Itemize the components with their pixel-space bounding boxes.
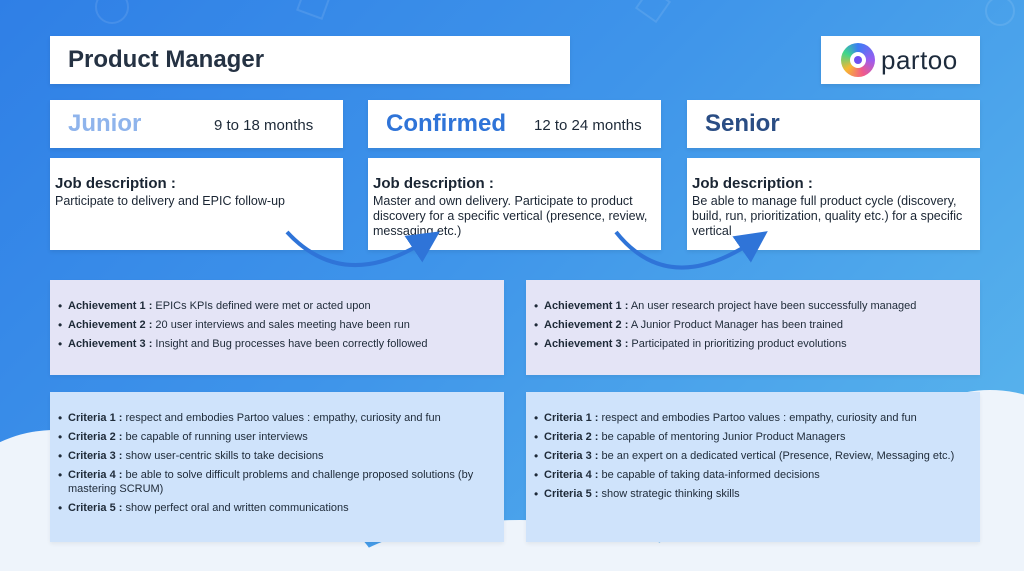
level-card-junior xyxy=(50,100,343,148)
background-circle-decoration xyxy=(985,0,1015,26)
level-name: Senior xyxy=(705,110,780,137)
criteria-item: • Criteria 2 : be capable of running user interviews xyxy=(68,431,492,445)
criteria-item: • Criteria 3 : show user-centric skills to take decisions xyxy=(68,450,492,464)
job-description-junior xyxy=(50,158,343,250)
criteria-item: • Criteria 4 : be capable of taking data-informed decisions xyxy=(544,469,968,483)
job-description-title: Job description : xyxy=(373,175,494,192)
job-description-confirmed xyxy=(368,158,661,250)
criteria-item: • Criteria 2 : be capable of mentoring Junior Product Managers xyxy=(544,431,968,445)
job-description-text: Master and own delivery. Participate to product discovery for a specific vertical (presence, review, messaging etc.) xyxy=(373,194,648,238)
achievement-item: • Achievement 1 : EPICs KPIs defined were met or acted upon xyxy=(68,300,492,314)
background-circle-decoration xyxy=(95,0,129,24)
job-description-title: Job description : xyxy=(55,175,176,192)
criteria-item: • Criteria 1 : respect and embodies Partoo values : empathy, curiosity and fun xyxy=(544,412,968,426)
job-description-text: Be able to manage full product cycle (discovery, build, run, prioritization, quality etc.) for a specific vertical xyxy=(692,194,963,238)
criteria-item: • Criteria 3 : be an expert on a dedicated vertical (Presence, Review, Messaging etc.) xyxy=(544,450,968,464)
achievements-panel-left xyxy=(50,280,504,375)
criteria-panel-left xyxy=(50,392,504,542)
level-duration: 12 to 24 months xyxy=(534,117,642,134)
achievement-item: • Achievement 2 : A Junior Product Manager has been trained xyxy=(544,319,968,333)
criteria-item: • Criteria 1 : respect and embodies Partoo values : empathy, curiosity and fun xyxy=(68,412,492,426)
partoo-logo-icon xyxy=(841,43,875,77)
logo-text: partoo xyxy=(881,44,958,75)
level-card-senior xyxy=(687,100,980,148)
achievement-item: • Achievement 3 : Participated in prioritizing product evolutions xyxy=(544,338,968,352)
job-description-title: Job description : xyxy=(692,175,813,192)
criteria-item: • Criteria 4 : be able to solve difficult problems and challenge proposed solutions (by mastering SCRUM) xyxy=(68,469,492,496)
level-duration: 9 to 18 months xyxy=(214,117,314,134)
achievement-item: • Achievement 1 : An user research project have been successfully managed xyxy=(544,300,968,314)
criteria-item: • Criteria 5 : show perfect oral and written communications xyxy=(68,502,492,516)
criteria-item: • Criteria 5 : show strategic thinking skills xyxy=(544,488,968,502)
background-square-decoration xyxy=(635,0,671,23)
background-square-decoration xyxy=(296,0,332,20)
logo-card xyxy=(821,36,980,84)
title-card xyxy=(50,36,570,84)
achievement-item: • Achievement 3 : Insight and Bug processes have been correctly followed xyxy=(68,338,492,352)
achievement-item: • Achievement 2 : 20 user interviews and sales meeting have been run xyxy=(68,319,492,333)
page-title: Product Manager xyxy=(68,46,265,73)
achievements-panel-right xyxy=(526,280,980,375)
level-name: Junior xyxy=(68,110,142,137)
level-card-confirmed xyxy=(368,100,661,148)
criteria-panel-right xyxy=(526,392,980,542)
job-description-senior xyxy=(687,158,980,250)
job-description-text: Participate to delivery and EPIC follow-up xyxy=(55,194,285,208)
level-name: Confirmed xyxy=(386,110,506,137)
